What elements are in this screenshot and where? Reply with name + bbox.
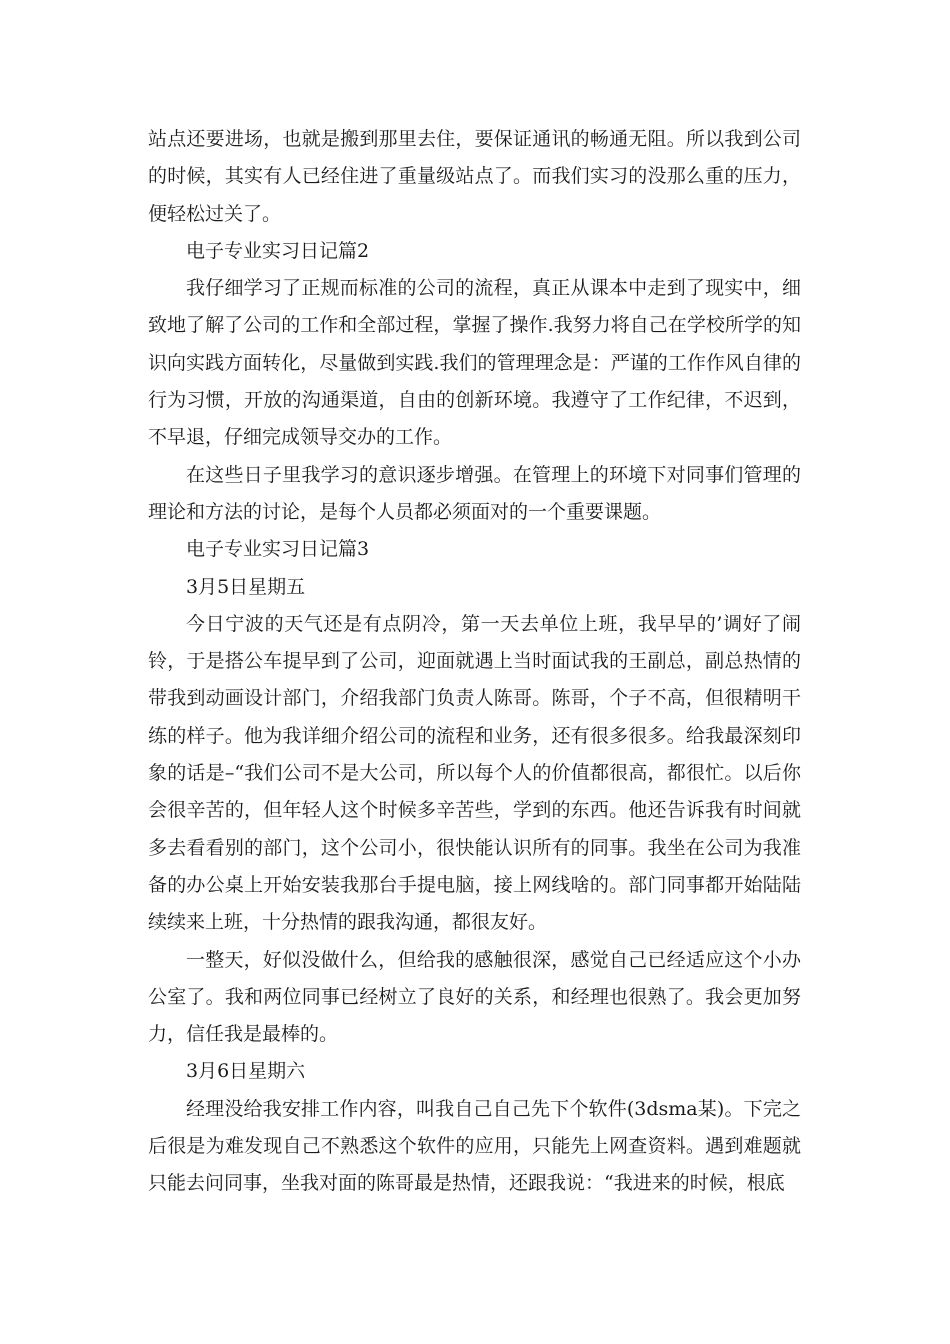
section-heading-part-3: 电子专业实习日记篇3	[186, 538, 370, 561]
paragraph-day-summary: 一整天，好似没做什么，但给我的感触很深，感觉自己已经适应这个小办公室了。我和两位同事已经树立了良好的关系，和经理也很熟了。我会更加努力，信任我是最棒的。	[148, 948, 801, 1046]
paragraph-continuation: 站点还要进场，也就是搬到那里去住，要保证通讯的畅通无阻。所以我到公司的时候，其实有人已经住进了重量级站点了。而我们实习的没那么重的压力，便轻松过关了。	[148, 128, 801, 225]
paragraph-learning-awareness: 在这些日子里我学习的意识逐步增强。在管理上的环境下对同事们管理的理论和方法的讨论，是每个人员都必须面对的一个重要课题。	[148, 463, 801, 523]
document-body	[148, 121, 801, 1203]
diary-date-march-5: 3月5日星期五	[186, 575, 306, 598]
section-heading-part-2: 电子专业实习日记篇2	[186, 239, 370, 262]
diary-date-march-6: 3月6日星期六	[186, 1060, 306, 1083]
paragraph-software-task: 经理没给我安排工作内容，叫我自己自己先下个软件(3dsma某)。下完之后很是为难发现自己不熟悉这个软件的应用，只能先上网查资料。遇到难题就只能去问同事，坐我对面的陈哥最是热情，还跟我说：“我进来的时候，根底	[148, 1097, 801, 1195]
paragraph-company-process: 我仔细学习了正规而标准的公司的流程，真正从课本中走到了现实中，细致地了解了公司的工作和全部过程，掌握了操作.我努力将自己在学校所学的知识向实践方面转化，尽量做到实践.我们的管理理念是：严谨的工作作风自律的行为习惯，开放的沟通渠道，自由的创新环境。我遵守了工作纪律，不迟到，不早退，仔细完成领导交办的工作。	[148, 277, 801, 449]
paragraph-first-day: 今日宁波的天气还是有点阴冷，第一天去单位上班，我早早的’调好了闹铃，于是搭公车提早到了公司，迎面就遇上当时面试我的王副总，副总热情的带我到动画设计部门，介绍我部门负责人陈哥。陈哥，个子不高，但很精明干练的样子。他为我详细介绍公司的流程和业务，还有很多很多。给我最深刻印象的话是–“我们公司不是大公司，所以每个人的价值都很高，都很忙。以后你会很辛苦的，但年轻人这个时候多辛苦些，学到的东西。他还告诉我有时间就多去看看别的部门，这个公司小，很快能认识所有的同事。我坐在公司为我准备的办公桌上开始安装我那台手提电脑，接上网线啥的。部门同事都开始陆陆续续来上班，十分热情的跟我沟通，都很友好。	[148, 612, 801, 934]
